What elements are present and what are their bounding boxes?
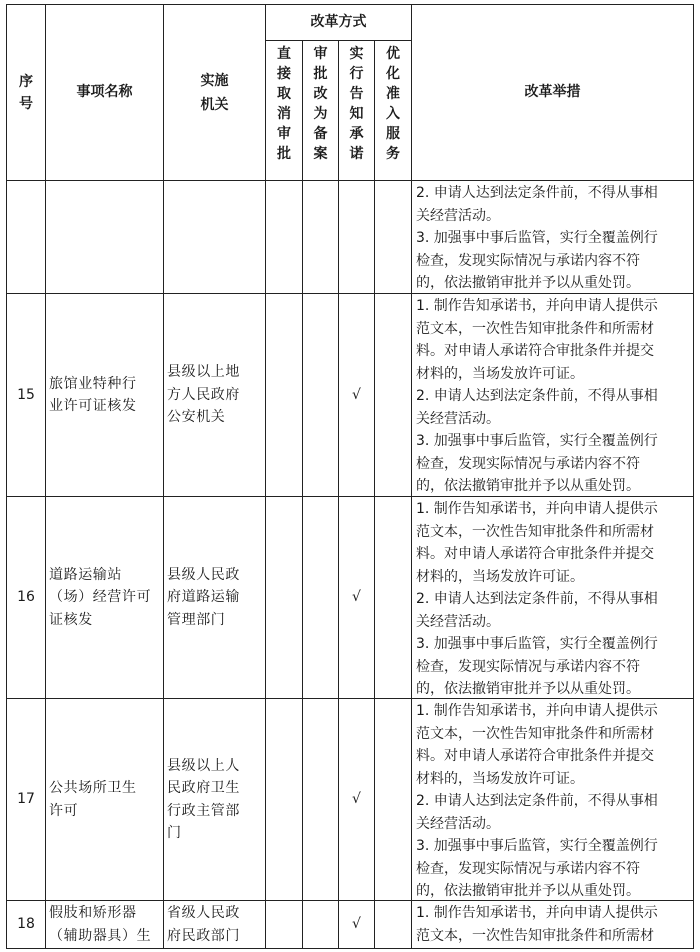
table-border-bottom [6, 948, 694, 949]
check-mark: √ [352, 386, 361, 403]
table-row-agency: 省级人民政 府民政部门 [167, 905, 240, 944]
col-line [302, 40, 303, 949]
table-row-agency: 县级以上地 方人民政府 公安机关 [167, 364, 240, 426]
header-seq: 序号 [19, 73, 33, 112]
header-mode-filing: 审 批 改 为 备 案 [313, 46, 328, 162]
header-mode-optimize: 优 化 准 入 服 务 [386, 46, 400, 162]
continued-measures: 2. 申请人达到法定条件前，不得从事相 关经营活动。 3. 加强事中事后监管，实行全覆盖例行 检查，发现实际情况与承诺内容不符 的，依法撤销审批并予以从重处罚。 [416, 185, 658, 291]
table-row-item-name: 假肢和矫形器 （辅助器具）生 [49, 905, 152, 944]
col-line [374, 40, 375, 949]
table-row-agency: 县级人民政 府道路运输 管理部门 [167, 566, 240, 628]
table-row-seq: 17 [17, 791, 35, 808]
table-row-measures: 1. 制作告知承诺书，并向申请人提供示 范文本，一次性告知审批条件和所需材 [416, 905, 658, 944]
table-row-measures: 1. 制作告知承诺书，并向申请人提供示 范文本，一次性告知审批条件和所需材 料。对申请人承诺符合审批条件并提交 材料的，当场发放许可证。 2. 申请人达到法定条件前，不得从事相 关经营活动。 3. 加强事中事后监管，实行全覆盖例行 检查，发现实际情况与承诺内容不符 的，依法撤销审批并予以从重处罚。 [416, 703, 658, 899]
table-row-measures: 1. 制作告知承诺书，并向申请人提供示 范文本，一次性告知审批条件和所需材 料。对申请人承诺符合审批条件并提交 材料的，当场发放许可证。 2. 申请人达到法定条件前，不得从事相 关经营活动。 3. 加强事中事后监管，实行全覆盖例行 检查，发现实际情况与承诺内容不符 的，依法撤销审批并予以从重处罚。 [416, 298, 658, 494]
table-row-agency: 县级以上人 民政府卫生 行政主管部 门 [167, 757, 240, 841]
table-row-measures: 1. 制作告知承诺书，并向申请人提供示 范文本，一次性告知审批条件和所需材 料。对申请人承诺符合审批条件并提交 材料的，当场发放许可证。 2. 申请人达到法定条件前，不得从事相 关经营活动。 3. 加强事中事后监管，实行全覆盖例行 检查，发现实际情况与承诺内容不符 的，依法撤销审批并予以从重处罚。 [416, 501, 658, 697]
check-mark: √ [352, 916, 361, 933]
table-row-seq: 18 [17, 916, 35, 933]
col-line [693, 4, 694, 949]
header-mode-cancel: 直 接 取 消 审 批 [277, 46, 291, 162]
table-row-seq: 15 [17, 386, 35, 403]
table-row-item-name: 公共场所卫生 许可 [49, 780, 137, 819]
table-row-item-name: 道路运输站 （场）经营许可 证核发 [49, 566, 152, 628]
header-mode-notification: 实 行 告 知 承 诺 [349, 46, 364, 162]
header-agency: 实施机关 [200, 72, 229, 113]
check-mark: √ [352, 589, 361, 606]
check-mark: √ [352, 791, 361, 808]
table-row-item-name: 旅馆业特种行 业许可证核发 [49, 375, 137, 414]
header-measures: 改革举措 [524, 84, 581, 101]
header-item-name: 事项名称 [76, 84, 133, 101]
header-bottom-line [6, 180, 694, 181]
table-row-seq: 16 [17, 589, 35, 606]
header-reform-mode: 改革方式 [310, 14, 367, 31]
